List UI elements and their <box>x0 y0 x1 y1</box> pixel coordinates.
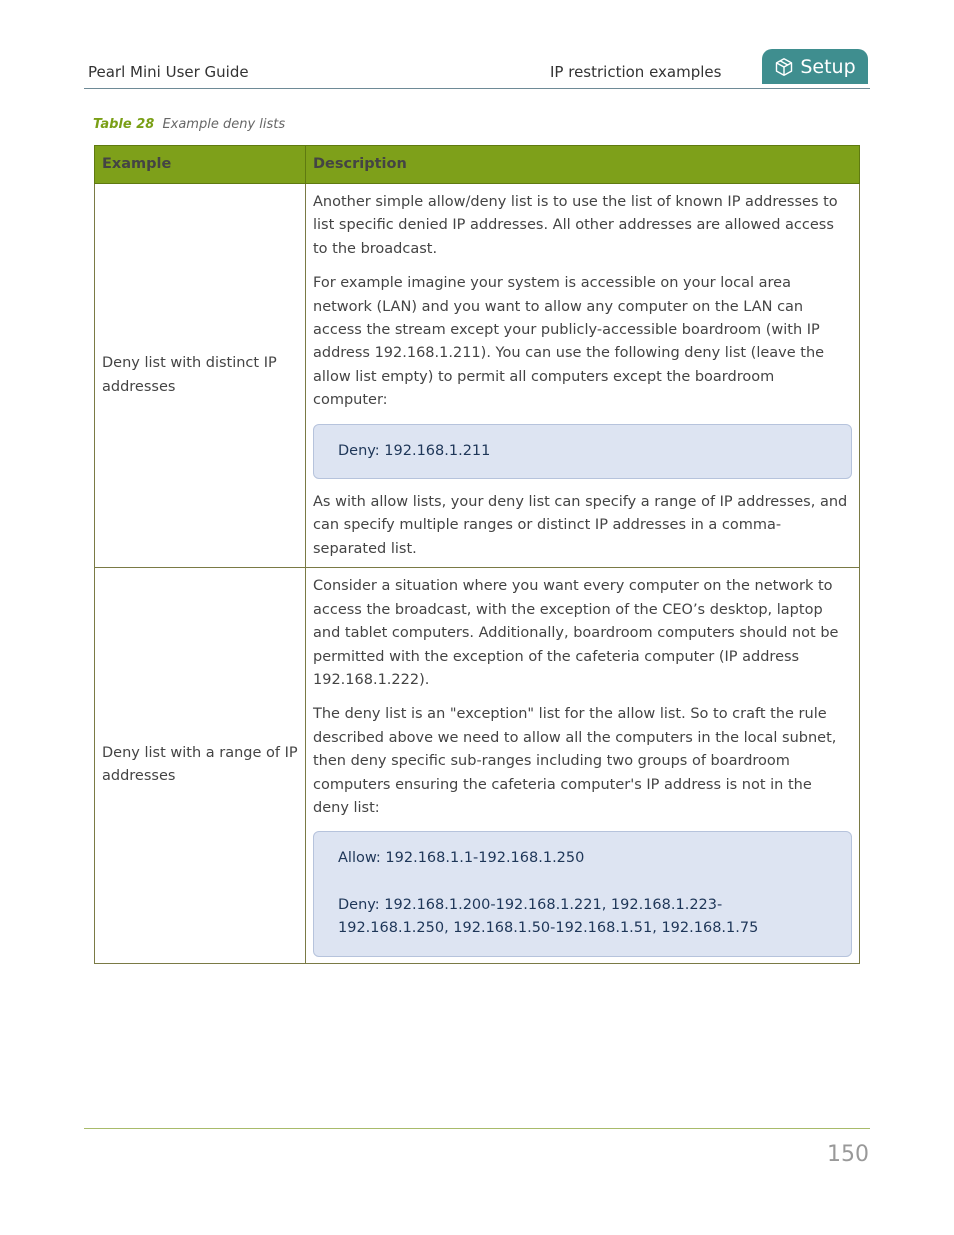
code-line: Deny: 192.168.1.211 <box>338 442 491 459</box>
description-paragraph: The deny list is an "exception" list for the allow list. So to craft the rule described above we need to allow all the computers in the local subnet, then deny specific sub-ranges including two groups of boardroom computers ensuring the cafeteria computer's IP address is not in the deny list: <box>313 706 837 816</box>
example-cell: Deny list with a range of IP addresses <box>95 568 306 963</box>
column-header-example: Example <box>95 146 306 184</box>
table-number: Table 28 <box>93 117 155 132</box>
description-cell <box>306 184 860 568</box>
code-line: Allow: 192.168.1.1-192.168.1.250 <box>338 850 585 867</box>
example-cell: Deny list with distinct IP addresses <box>95 184 306 568</box>
description-paragraph: Another simple allow/deny list is to use the list of known IP addresses to list specific denied IP addresses. All other addresses are allowed access to the broadcast. <box>313 194 838 257</box>
column-header-description: Description <box>306 146 860 184</box>
table-row <box>95 184 860 568</box>
description-paragraph: For example imagine your system is accessible on your local area network (LAN) and you want to allow any computer on the LAN can access the stream except your publicly-accessible boardroom (with IP address 192.168.1.211). You can use the following deny list (leave the allow list empty) to permit all computers except the boardroom computer: <box>313 275 825 409</box>
page-header <box>84 48 870 89</box>
table-caption <box>93 117 285 132</box>
table-row <box>95 568 860 963</box>
section-title: IP restriction examples <box>550 63 722 81</box>
cube-icon <box>774 57 794 77</box>
setup-tab[interactable] <box>762 49 868 84</box>
description-paragraph: Consider a situation where you want every computer on the network to access the broadcast, with the exception of the CEO’s desktop, laptop and tablet computers. Additionally, boardroom computers should not be permitted with the exception of the cafeteria computer (IP address 192.168.1.222). <box>313 578 839 688</box>
code-line: Deny: 192.168.1.200-192.168.1.221, 192.168.1.223-192.168.1.250, 192.168.1.50-192.168.1.51, 192.168.1.75 <box>338 896 759 937</box>
page-number: 150 <box>827 1142 869 1167</box>
footer-rule <box>84 1128 870 1129</box>
description-cell <box>306 568 860 963</box>
setup-tab-label: Setup <box>800 55 856 78</box>
table-caption-text: Example deny lists <box>162 117 286 132</box>
table-header-row <box>95 146 860 184</box>
description-paragraph: As with allow lists, your deny list can specify a range of IP addresses, and can specify multiple ranges or distinct IP addresses in a comma-separated list. <box>313 494 848 557</box>
guide-title: Pearl Mini User Guide <box>88 63 249 81</box>
code-block <box>313 831 852 956</box>
code-spacer <box>338 871 827 894</box>
code-block <box>313 424 852 479</box>
deny-list-table <box>94 145 860 964</box>
